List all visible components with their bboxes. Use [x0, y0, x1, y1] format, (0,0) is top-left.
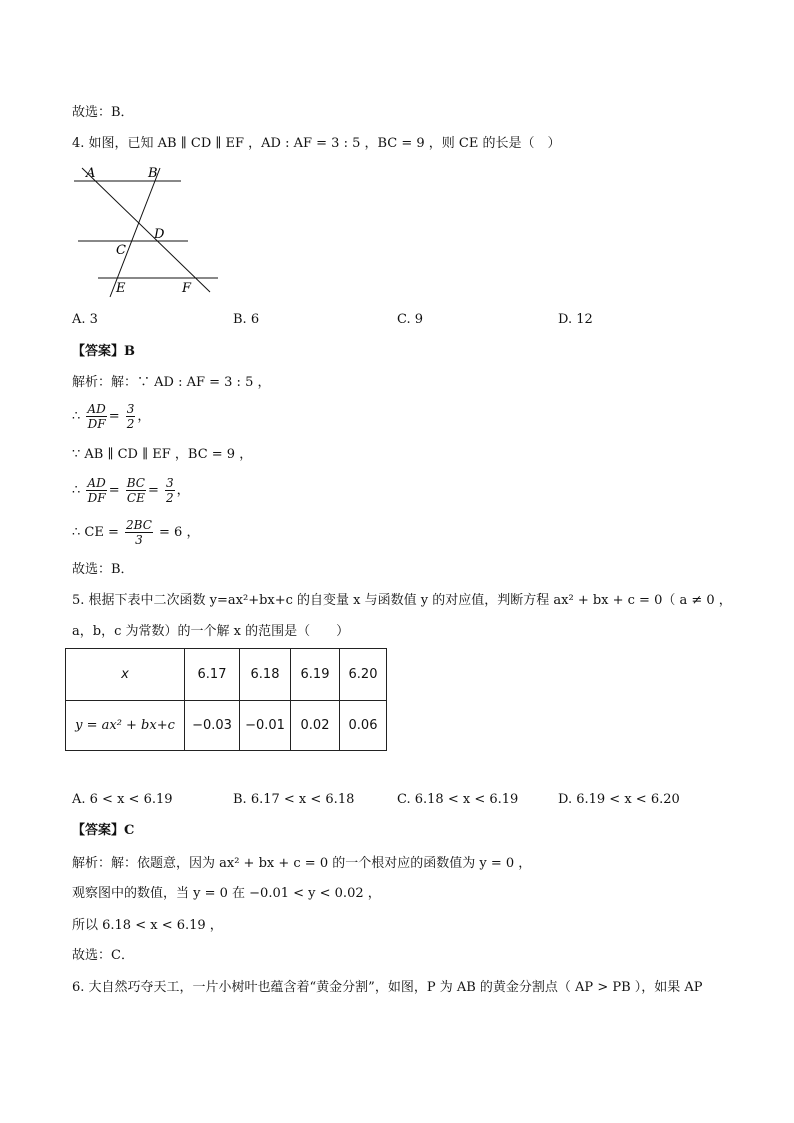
option-5b: B. 6.17 < x < 6.18: [233, 792, 355, 807]
answer-4: 【答案】B: [72, 344, 135, 359]
therefore-symbol: ∴: [72, 409, 81, 424]
table-header-x: x: [66, 649, 185, 701]
fraction-ad-df: $\frac{AD}{DF}$: [87, 402, 106, 431]
therefore-symbol-2: ∴: [72, 483, 81, 498]
option-4a: A. 3: [72, 312, 98, 327]
label-b: B: [148, 166, 158, 181]
answer-conclusion-3: 故选：B．: [72, 105, 134, 120]
table-cell: −0.01: [240, 701, 291, 751]
fraction-3-2-b: $\frac{3}{2}$: [166, 476, 174, 505]
solution-4-line-2: ∴ $\frac{AD}{DF}$ = $\frac{3}{2}$ ，: [72, 402, 151, 431]
solution-5-line-1: 解析：解：依题意，因为 ax² + bx + c = 0 的一个根对应的函数值为 y = 0 ，: [72, 856, 532, 871]
solution-5-line-2: 观察图中的数值，当 y = 0 在 −0.01 < y < 0.02 ，: [72, 886, 381, 901]
label-a: A: [86, 166, 96, 181]
fraction-bc-ce: $\frac{BC}{CE}$: [126, 476, 145, 505]
ce-equals: ∴ CE =: [72, 525, 119, 540]
label-d: D: [154, 227, 165, 242]
table-cell: 6.17: [185, 649, 240, 701]
question-4: 4. 如图，已知 AB ∥ CD ∥ EF ，AD : AF = 3 : 5 ，BC = 9 ，则 CE 的长是（ ）: [72, 136, 561, 151]
question-5-line-2: a，b，c 为常数）的一个解 x 的范围是（ ）: [72, 624, 350, 639]
table-cell: 6.19: [291, 649, 340, 701]
option-5a: A. 6 < x < 6.19: [72, 792, 173, 807]
option-4d: D. 12: [558, 312, 593, 327]
solution-4-line-1: 解析：解：∵ AD : AF = 3 : 5 ，: [72, 375, 271, 390]
table-cell: 6.20: [340, 649, 387, 701]
option-4b: B. 6: [233, 312, 260, 327]
solution-4-line-5: [72, 518, 199, 547]
ce-result: = 6 ，: [159, 525, 200, 540]
option-5c: C. 6.18 < x < 6.19: [397, 792, 519, 807]
transversal-af: [82, 168, 210, 292]
table-cell: 0.06: [340, 701, 387, 751]
table-row: [66, 701, 387, 751]
option-4c: C. 9: [397, 312, 424, 327]
solution-4-line-4: ∴ $\frac{AD}{DF}$ = $\frac{BC}{CE}$ = $\frac{3}{2}$ ，: [72, 476, 190, 505]
parallel-lines-figure: [70, 164, 230, 304]
solution-4-line-3: ∵ AB ∥ CD ∥ EF ，BC = 9 ，: [72, 447, 253, 462]
fraction-2bc-3: $\frac{2BC}{3}$: [126, 518, 152, 547]
answer-5: 【答案】C: [72, 823, 135, 838]
table-row: [66, 649, 387, 701]
option-5d: D. 6.19 < x < 6.20: [558, 792, 680, 807]
value-table: [65, 648, 387, 751]
table-header-y: y = ax² + bx+c: [66, 701, 185, 751]
label-f: F: [182, 281, 192, 296]
solution-5-line-3: 所以 6.18 < x < 6.19 ，: [72, 918, 223, 933]
table-cell: 0.02: [291, 701, 340, 751]
label-e: E: [116, 281, 126, 296]
answer-conclusion-5: 故选：C．: [72, 948, 134, 963]
label-c: C: [116, 243, 126, 258]
fraction-3-2: $\frac{3}{2}$: [126, 402, 135, 431]
answer-conclusion-4: 故选：B．: [72, 562, 134, 577]
table-cell: −0.03: [185, 701, 240, 751]
question-5-line-1: 5. 根据下表中二次函数 y=ax²+bx+c 的自变量 x 与函数值 y 的对应值，判断方程 ax² + bx + c = 0（ a ≠ 0 ，: [72, 593, 732, 608]
question-6: 6. 大自然巧夺天工，一片小树叶也蕴含着“黄金分割”，如图，P 为 AB 的黄金分割点（ AP > PB ），如果 AP: [72, 980, 703, 995]
fraction-ad-df-2: $\frac{AD}{DF}$: [87, 476, 106, 505]
table-cell: 6.18: [240, 649, 291, 701]
